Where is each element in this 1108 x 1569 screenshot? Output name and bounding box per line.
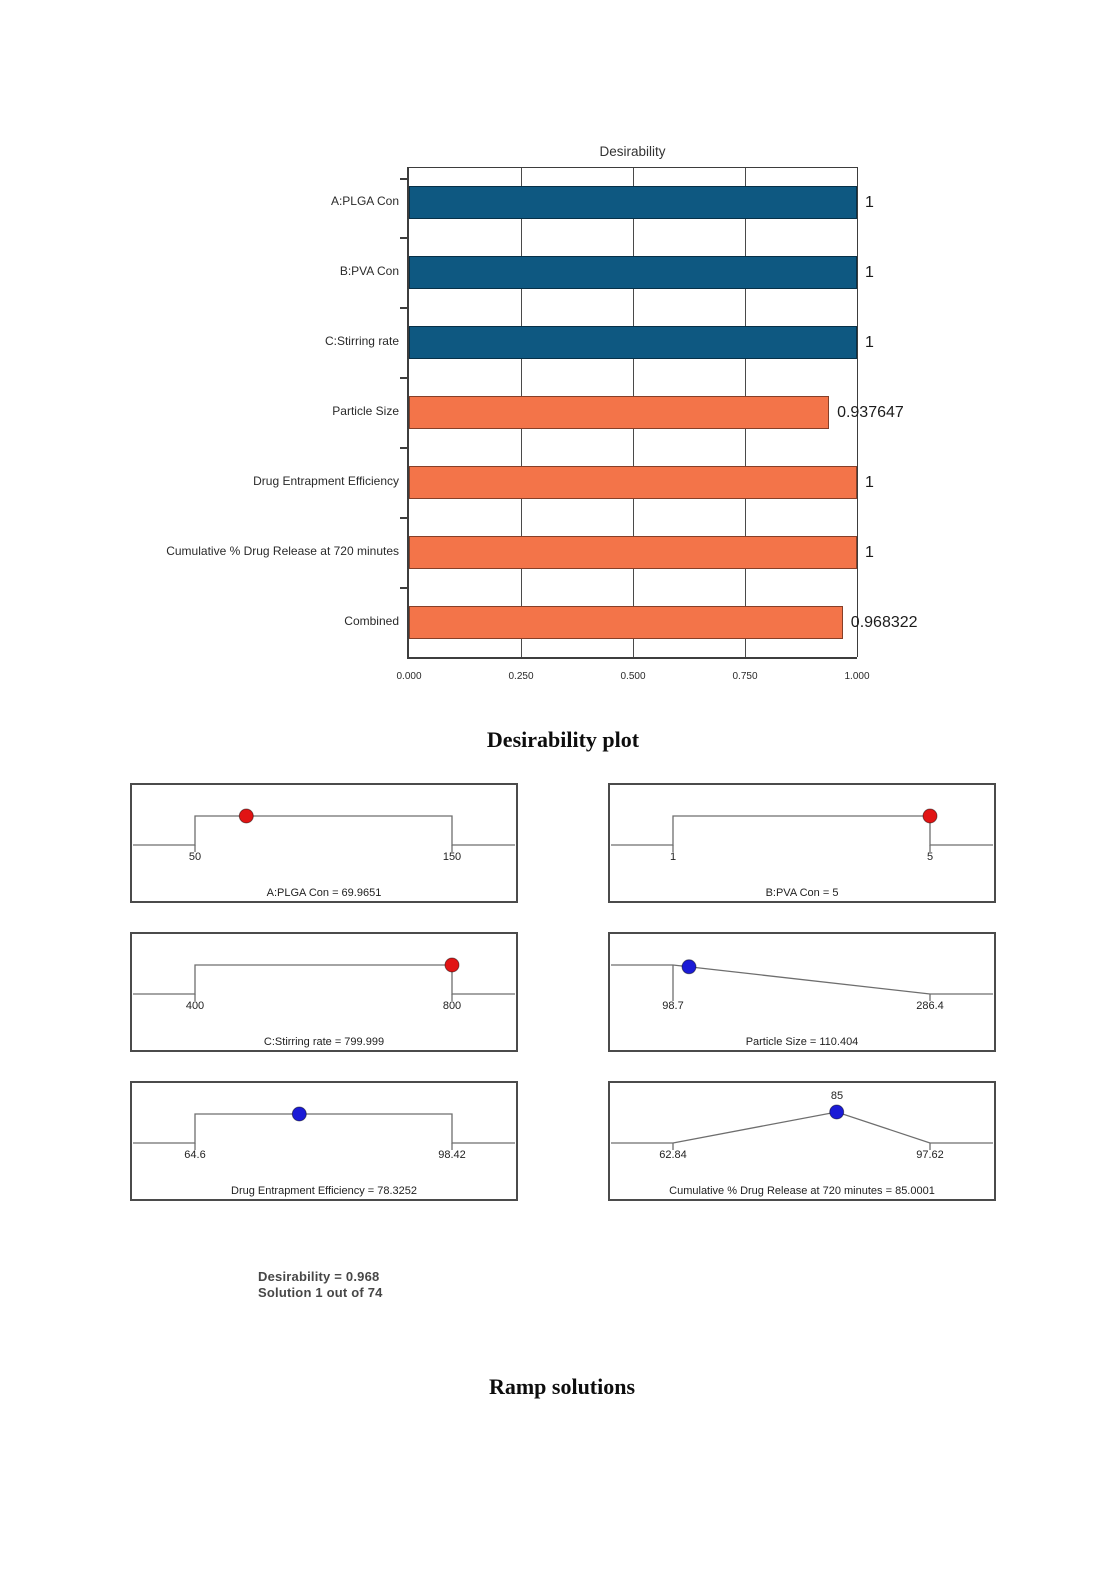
ramp-high-label: 5 [926,851,934,863]
category-label: A:PLGA Con [330,194,399,208]
ramp-solution-dot [923,809,937,823]
ramp-high-label: 286.4 [916,1000,944,1012]
bar-value-label: 1 [865,474,874,491]
ramp-low-label: 98.7 [662,1000,684,1012]
ramp-curve [132,785,516,901]
bar [409,396,829,429]
ramp-plot-b-pva-con [608,783,996,903]
ramp-curve [610,785,994,901]
caption-ramp-solutions: Ramp solutions [488,1374,636,1399]
x-tick-label: 0.750 [732,671,758,682]
ramp-high-label: 97.62 [916,1149,944,1161]
category-label: Combined [344,614,399,628]
ramp-equation: A:PLGA Con = 69.9651 [266,887,382,899]
summary-desirability: Desirability = 0.968 [258,1269,380,1284]
ramp-low-label: 62.84 [659,1149,687,1161]
x-tick-label: 1.000 [844,671,870,682]
chart-title: Desirability [599,144,666,159]
ramp-solution-dot [830,1105,844,1119]
category-label: C:Stirring rate [324,334,399,348]
ramp-low-label: 400 [185,1000,205,1012]
ramp-equation: C:Stirring rate = 799.999 [263,1036,385,1048]
ramp-solution-dot [682,960,696,974]
axis-tick [400,587,408,589]
bar [409,326,857,359]
caption-desirability-plot: Desirability plot [486,727,640,752]
ramp-peak-label: 85 [830,1090,844,1102]
ramp-curve [132,934,516,1050]
bar-value-label: 1 [865,334,874,351]
ramp-equation: Particle Size = 110.404 [745,1036,859,1048]
ramp-high-label: 150 [442,851,462,863]
bar [409,606,843,639]
axis-tick [400,307,408,309]
ramp-curve [610,934,994,1050]
category-label: B:PVA Con [339,264,399,278]
bar-value-label: 1 [865,544,874,561]
axis-tick [400,447,408,449]
bar-chart-plot-area [396,167,918,682]
solution-summary [258,1269,383,1301]
bar-value-label: 1 [865,194,874,211]
x-tick-label: 0.250 [508,671,534,682]
category-label: Drug Entrapment Efficiency [253,474,399,488]
ramp-curve [132,1083,516,1199]
category-label: Particle Size [332,404,399,418]
desirability-bar-chart [396,144,918,682]
ramp-high-label: 800 [442,1000,462,1012]
ramp-plot-drug-entrapment-efficiency [130,1081,518,1201]
x-axis-line [407,657,857,659]
axis-tick [400,517,408,519]
axis-tick [400,377,408,379]
ramp-plot-c-stirring-rate [130,932,518,1052]
bar-chart-category-labels [0,167,399,657]
category-label: Cumulative % Drug Release at 720 minutes [166,544,399,558]
ramp-low-label: 64.6 [184,1149,206,1161]
ramp-solution-dot [292,1107,306,1121]
ramp-low-label: 1 [669,851,677,863]
bar [409,256,857,289]
axis-tick [400,178,408,180]
bar [409,536,857,569]
ramp-high-label: 98.42 [438,1149,466,1161]
ramp-solution-dot [445,958,459,972]
x-tick-label: 0.000 [396,671,422,682]
bar-value-label: 1 [865,264,874,281]
ramp-plot-a-plga-con [130,783,518,903]
bar [409,186,857,219]
bar [409,466,857,499]
ramp-plot-cumulative-drug-release [608,1081,996,1201]
bar-value-label: 0.968322 [850,614,918,631]
ramp-equation: Cumulative % Drug Release at 720 minutes = 85.0001 [669,1185,935,1197]
ramp-low-label: 50 [188,851,202,863]
bar-value-label: 0.937647 [837,404,904,421]
ramp-curve [610,1083,994,1199]
axis-tick [400,237,408,239]
ramp-equation: Drug Entrapment Efficiency = 78.3252 [231,1185,417,1197]
ramp-equation: B:PVA Con = 5 [765,887,839,899]
x-tick-label: 0.500 [620,671,646,682]
ramp-plot-particle-size [608,932,996,1052]
summary-solution-count: Solution 1 out of 74 [258,1285,383,1300]
ramp-solution-dot [239,809,253,823]
